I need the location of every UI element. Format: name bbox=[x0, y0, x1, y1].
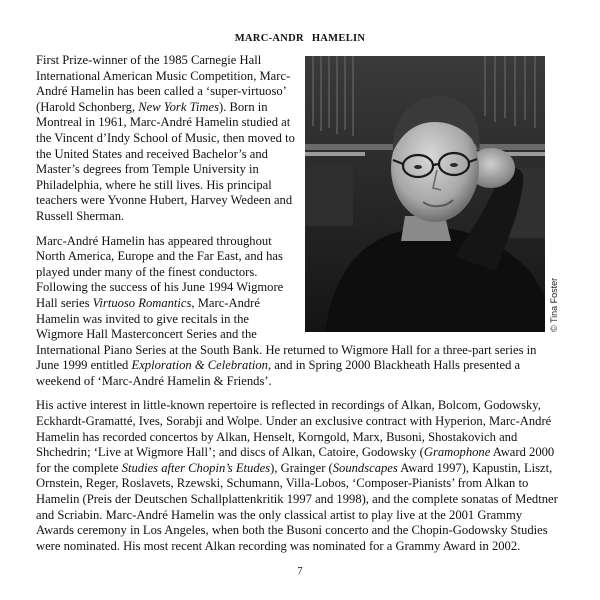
paragraph-2: Marc-André Hamelin has appeared throughout North America, Europe and the Far East, and has played under many of the finest conductors. Following the success of his June 1994 Wigmore Hall series Virtuoso Romantics, Marc-André Hamelin was invited to give recitals in the Wigmore Hall Masterconcert Series and the International Piano Series at the South Bank. He returned to Wigmore Hall for a three-part series in June 1999 entitled Exploration & Celebration, and in Spring 2000 Blackheath Halls presented a weekend of ‘Marc-André Hamelin & Friends’. bbox=[36, 233, 537, 388]
page-title: MARC-ANDR HAMELIN bbox=[234, 33, 366, 44]
portrait-figure bbox=[305, 56, 562, 332]
paragraph-1: First Prize-winner of the 1985 Carnegie Hall International American Music Competition, Marc-André Hamelin has been called a ‘super-virtuoso’ (Harold Schonberg, New York Times). Born in Montreal in 1961, Marc-André Hamelin studied at the Vincent d’Indy School of Music, then moved to the United States and received Bachelor’s and Master’s degrees from Temple University in Philadelphia, where he still lives. His principal teachers were Yvonne Hubert, Harvey Wedeen and Russell Sherman. bbox=[36, 53, 295, 223]
paragraph-3: His active interest in little-known repertoire is reflected in recordings of Alkan, Bolcom, Godowsky, Eckhardt-Gramatté, Ives, Sorabji and Wolpe. Under an exclusive contract with Hyperion, Marc-André Hamelin has recorded concertos by Alkan, Henselt, Korngold, Marx, Busoni, Shostakovich and Shchedrin; ‘Live at Wigmore Hall’; and discs of Alkan, Catoire, Godowsky (Gramophone Award 2000 for the complete Studies after Chopin’s Etudes), Grainger (Soundscapes Award 1997), Kapustin, Liszt, Ornstein, Reger, Roslavets, Rzewski, Schumann, Villa-Lobos, ‘Composer-Pianists’ from Alkan to Hamelin (Preis der Deutschen Schallplattenkritik 1997 and 1998), and the complete sonatas of Medtner and Scriabin. Marc-André Hamelin was the only classical artist to play live at the 2001 Grammy Awards ceremony in Los Angeles, when both the Busoni concerto and the Chopin-Godowsky Studies were nominated. His most recent Alkan recording was nominated for a Grammy Award in 2002. bbox=[36, 398, 558, 553]
photo-credit: © Tina Foster bbox=[549, 277, 559, 332]
portrait-photo bbox=[305, 56, 545, 332]
page-number: 7 bbox=[297, 566, 303, 577]
biography-text bbox=[36, 53, 562, 563]
